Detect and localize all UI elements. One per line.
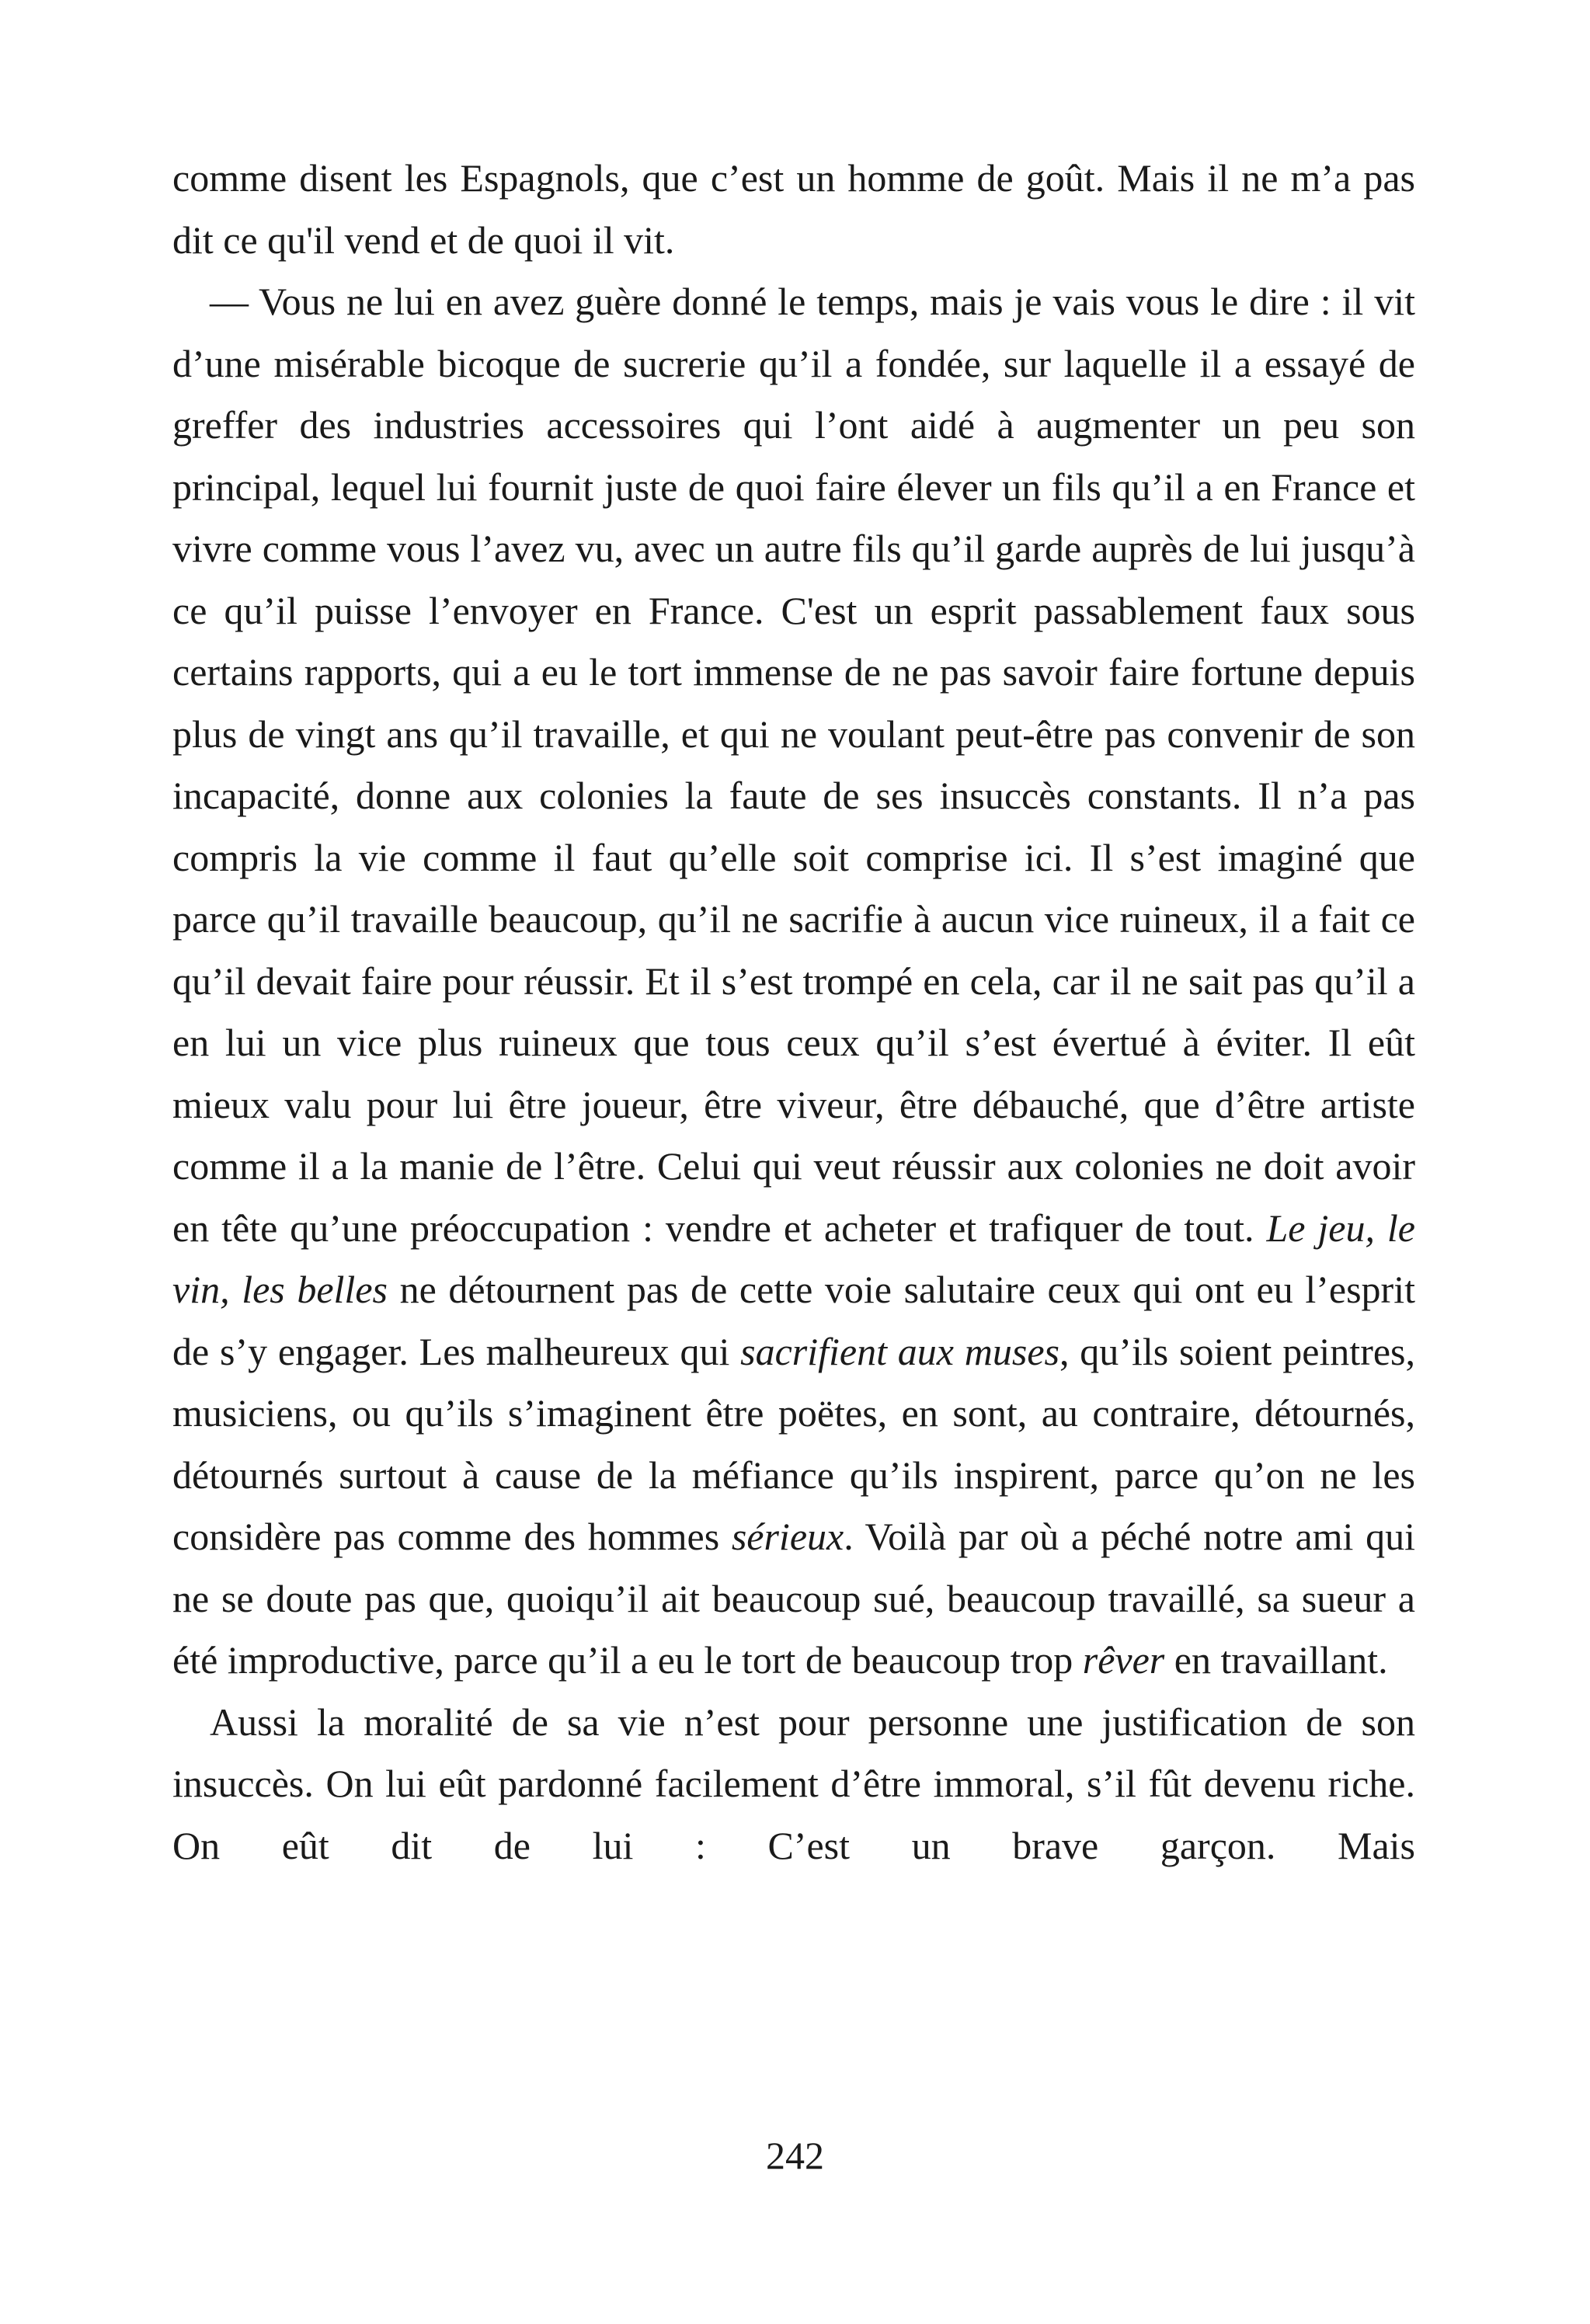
text-segment: Aussi la moralité de sa vie n’est pour personne une justification de son insuccès. On lui eût pardonné facilement d’être immoral, s’il fût devenu riche. On eût dit de lui : C’est un brave garçon. Mais <box>172 1700 1415 1867</box>
page-number: 242 <box>766 2134 824 2177</box>
text-segment: en travaillant. <box>1164 1638 1388 1682</box>
paragraph-1 <box>172 148 1415 271</box>
italic-text-segment: rêver <box>1082 1638 1165 1682</box>
text-segment: , qu’ils soient peintres, musiciens, ou qu’ils s’imaginent être poëtes, en sont, au contraire, détournés, détournés surtout à cause de la méfiance qu’ils inspirent, parce qu’on ne les considère pas comme des hommes <box>172 1329 1415 1558</box>
text-segment: — Vous ne lui en avez guère donné le temps, mais je vais vous le dire : il vit d’une misérable bicoque de sucrerie qu’il a fondée, sur laquelle il a essayé de greffer des industries accessoires qui l’ont aidé à augmenter un peu son principal, lequel lui fournit juste de quoi faire élever un fils qu’il a en France et vivre comme vous l’avez vu, avec un autre fils qu’il garde auprès de lui jusqu’à ce qu’il puisse l’envoyer en France. C'est un esprit passablement faux sous certains rapports, qui a eu le tort immense de ne pas savoir faire fortune depuis plus de vingt ans qu’il travaille, et qui ne voulant peut-être pas convenir de son incapacité, donne aux colonies la faute de ses insuccès constants. Il n’a pas compris la vie comme il faut qu’elle soit comprise ici. Il s’est imaginé que parce qu’il travaille beaucoup, qu’il ne sacrifie à aucun vice ruineux, il a fait ce qu’il devait faire pour réussir. Et il s’est trompé en cela, car il ne sait pas qu’il a en lui un vice plus ruineux que tous ceux qu’il s’est évertué à éviter. Il eût mieux valu pour lui être joueur, être viveur, être débauché, que d’être artiste comme il a la manie de l’être. Celui qui veut réussir aux colonies ne doit avoir en tête qu’une préoccupation : vendre et acheter et trafiquer de tout. <box>172 280 1415 1250</box>
text-segment: . Voilà par où a péché notre ami qui ne se doute pas que, quoiqu’il ait beaucoup sué, beaucoup travaillé, sa sueur a été improductive, parce qu’il a eu le tort de beaucoup trop <box>172 1515 1416 1682</box>
body-text <box>172 148 1415 1877</box>
italic-text-segment: sérieux <box>731 1515 844 1558</box>
italic-text-segment: Le jeu, le vin, les belles <box>172 1205 1415 1311</box>
paragraph-2 <box>172 271 1415 1692</box>
italic-text-segment: sacrifient aux muses <box>740 1329 1060 1373</box>
text-segment: ne détournent pas de cette voie salutaire ceux qui ont eu l’esprit de s’y engager. Les malheureux qui <box>172 1268 1415 1373</box>
text-segment: comme disent les Espagnols, que c’est un homme de goût. Mais il ne m’a pas dit ce qu'il vend et de quoi il vit. <box>172 156 1415 262</box>
paragraph-3 <box>172 1692 1415 1877</box>
